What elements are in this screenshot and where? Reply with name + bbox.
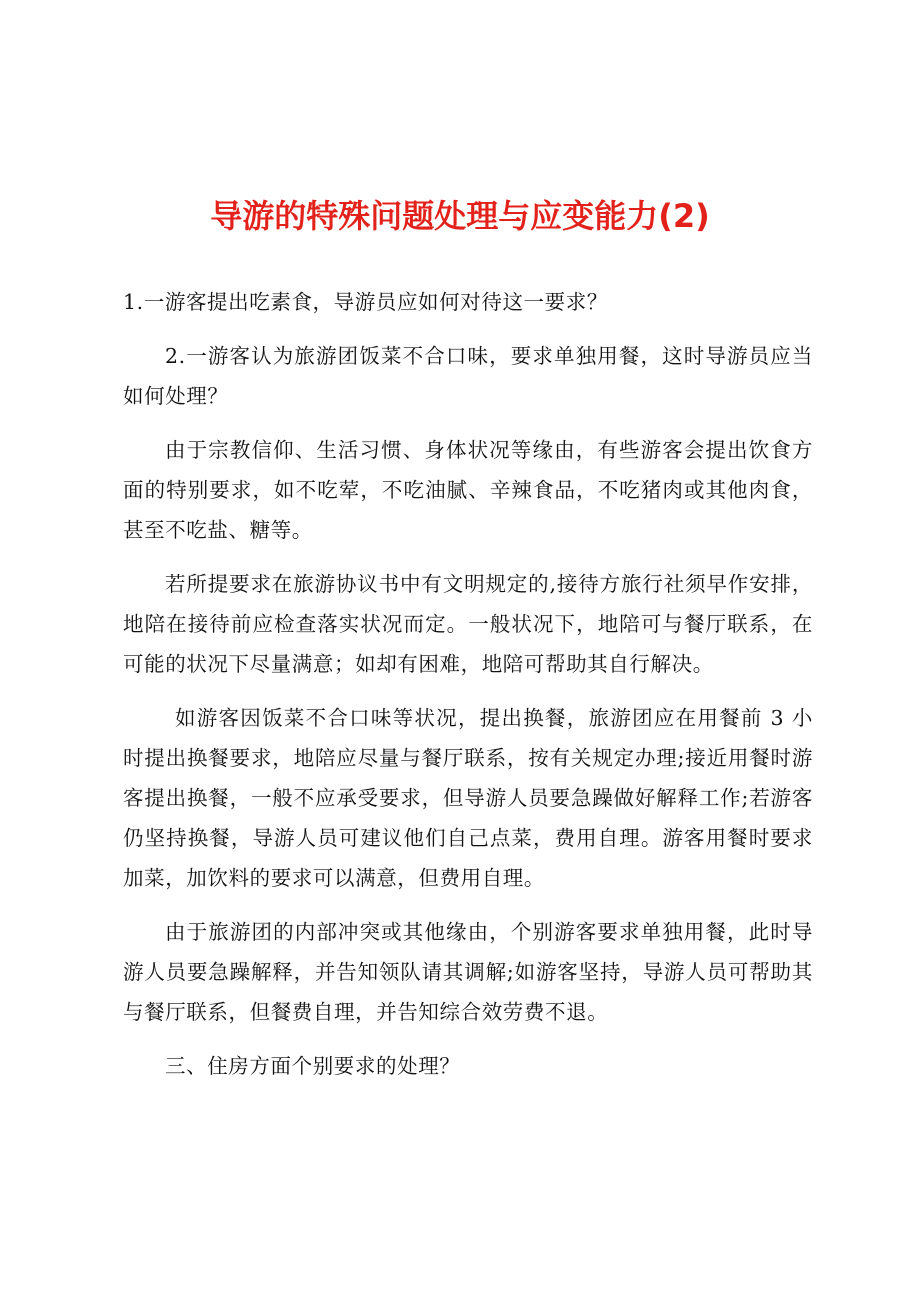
document-body	[123, 282, 813, 1100]
paragraph-question-2: 2.一游客认为旅游团饭菜不合口味，要求单独用餐，这时导游员应当如何处理？	[123, 344, 813, 408]
paragraph-dietary-reasons: 由于宗教信仰、生活习惯、身体状况等缘由，有些游客会提出饮食方面的特别要求，如不吃荤，不吃油腻、辛辣食品，不吃猪肉或其他肉食，甚至不吃盐、糖等。	[123, 438, 813, 542]
paragraph-section-three-heading: 三、住房方面个别要求的处理？	[165, 1054, 461, 1078]
paragraph-separate-dining: 由于旅游团的内部冲突或其他缘由，个别游客要求单独用餐，此时导游人员要急躁解释，并告知领队请其调解;如游客坚持，导游人员可帮助其与餐厅联系，但餐费自理，并告知综合效劳费不退。	[123, 920, 813, 1024]
document-title: 导游的特殊问题处理与应变能力(2)	[210, 197, 710, 235]
paragraph-agreement-requirements: 若所提要求在旅游协议书中有文明规定的,接待方旅行社须早作安排，地陪在接待前应检查落实状况而定。一般状况下，地陪可与餐厅联系，在可能的状况下尽量满意；如却有困难，地陪可帮助其自行解决。	[123, 572, 813, 676]
paragraph-question-1: 1.一游客提出吃素食，导游员应如何对待这一要求？	[123, 290, 608, 314]
paragraph-meal-change: 如游客因饭菜不合口味等状况，提出换餐，旅游团应在用餐前 3 小时提出换餐要求，地陪应尽量与餐厅联系，按有关规定办理;接近用餐时游客提出换餐，一般不应承受要求，但导游人员要急躁做好解释工作;若游客仍坚持换餐，导游人员可建议他们自己点菜，费用自理。游客用餐时要求加菜，加饮料的要求可以满意，但费用自理。	[123, 706, 813, 890]
